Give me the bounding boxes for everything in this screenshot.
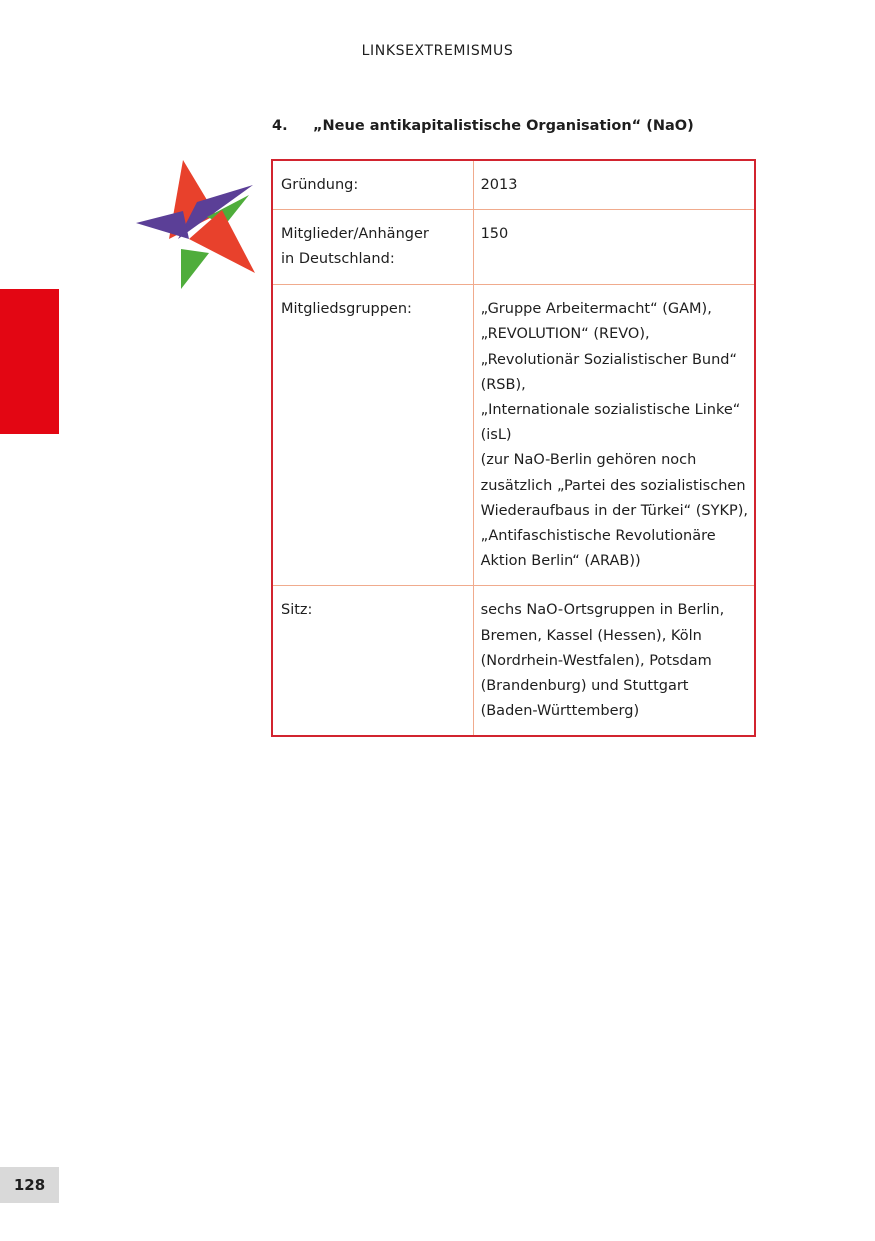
value-line: 2013: [480, 177, 518, 193]
value-line: (Baden-Württemberg): [480, 703, 640, 720]
row-value: [473, 285, 755, 586]
value-line: 150: [480, 226, 509, 243]
value-line: (isL): [480, 427, 512, 444]
chapter-side-tab: [0, 289, 59, 434]
row-value: [473, 210, 755, 285]
row-label: [272, 160, 473, 210]
value-line: sechs NaO-Ortsgruppen in Berlin,: [480, 602, 725, 619]
value-line: „Revolutionär Sozialistischer Bund“: [480, 351, 737, 368]
running-header: LINKSEXTREMISMUS: [361, 43, 514, 59]
row-value: [473, 586, 755, 737]
value-line: zusätzlich „Partei des sozialistischen: [480, 477, 746, 494]
value-line: Bremen, Kassel (Hessen), Köln: [480, 627, 702, 644]
value-line: (Brandenburg) und Stuttgart: [480, 678, 689, 695]
row-value: [473, 160, 755, 210]
label-line: Sitz:: [281, 602, 313, 619]
row-label: [272, 285, 473, 586]
table-row-sitz: [272, 586, 755, 737]
value-line: Aktion Berlin“ (ARAB)): [480, 553, 641, 570]
label-line: Mitglieder/Anhänger: [281, 226, 429, 243]
value-line: „Gruppe Arbeitermacht“ (GAM),: [480, 301, 712, 318]
section-number: 4.: [272, 118, 288, 134]
page-number: 128: [0, 1167, 59, 1203]
row-label: [272, 210, 473, 285]
value-line: (zur NaO-Berlin gehören noch: [480, 452, 697, 469]
value-line: (RSB),: [480, 376, 526, 393]
section-title: „Neue antikapitalistische Organisation“ (NaO): [313, 118, 694, 134]
label-line: in Deutschland:: [281, 251, 395, 268]
value-line: Wiederaufbaus in der Türkei“ (SYKP),: [480, 502, 748, 519]
table-row-mitgliedsgruppen: [272, 285, 755, 586]
value-line: „Antifaschistische Revolutionäre: [480, 528, 716, 545]
row-label: [272, 586, 473, 737]
section-heading: [272, 118, 694, 134]
logo-purple-left-wedge: [136, 211, 189, 239]
value-line: „Internationale sozialistische Linke“: [480, 402, 741, 419]
table-row-mitglieder: [272, 210, 755, 285]
label-line: Gründung:: [281, 177, 359, 193]
info-table: [271, 159, 756, 737]
nao-star-logo-icon: [131, 155, 257, 293]
label-line: Mitgliedsgruppen:: [281, 301, 412, 318]
logo-green-lower-triangle: [181, 249, 209, 289]
value-line: „REVOLUTION“ (REVO),: [480, 326, 650, 343]
value-line: (Nordrhein-Westfalen), Potsdam: [480, 652, 712, 669]
table-row-gruendung: [272, 160, 755, 210]
